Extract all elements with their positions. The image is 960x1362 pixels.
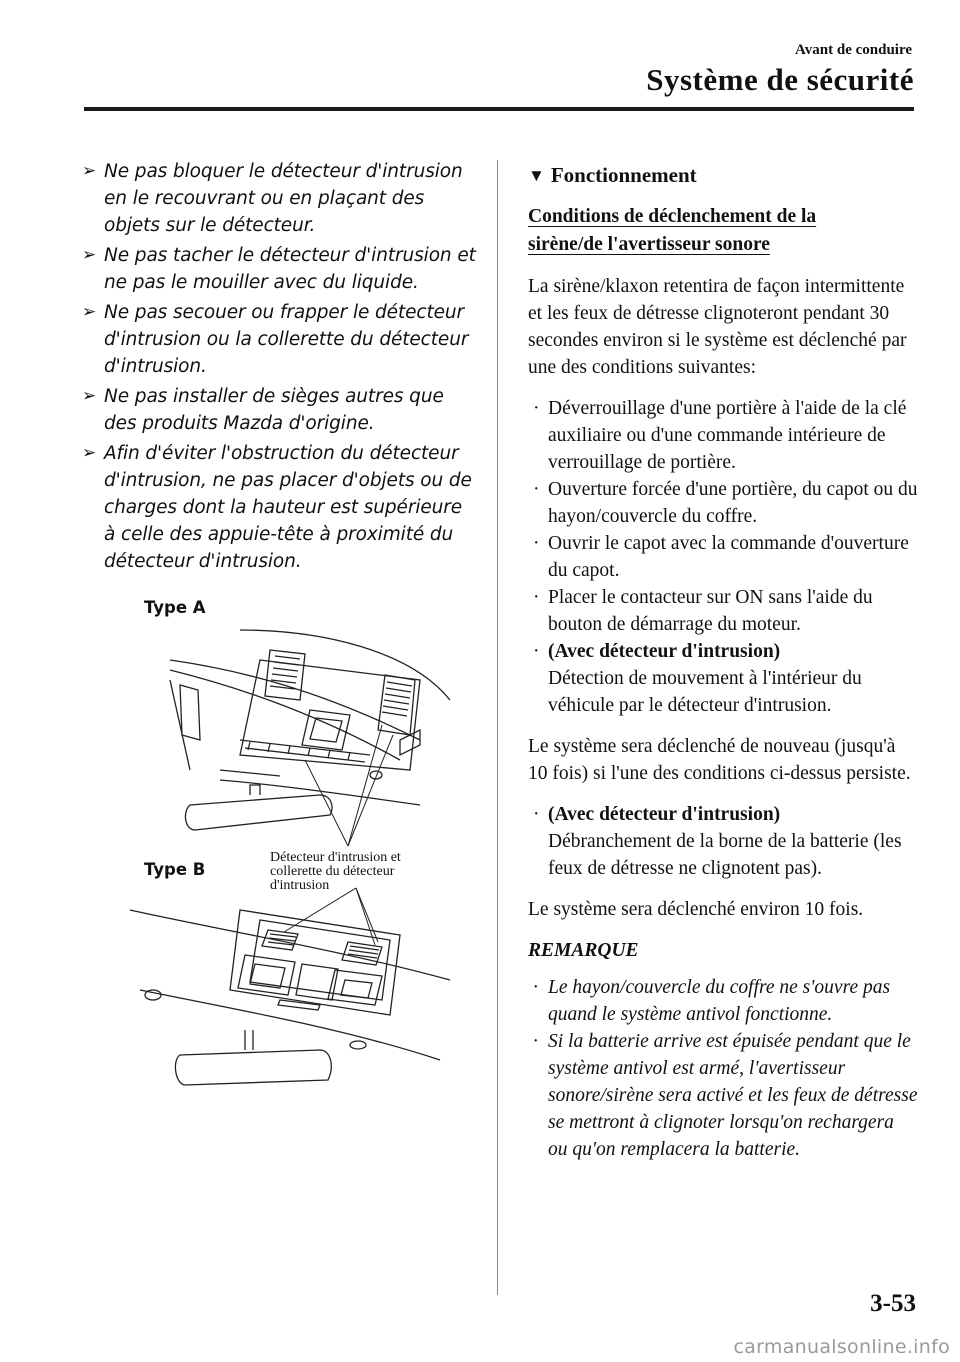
list-item: · (Avec détecteur d'intrusion) Détection de mouvement à l'intérieur du véhicule par le détecteur d'intrusion.: [528, 638, 918, 719]
bullet-dot-icon: ·: [533, 398, 540, 419]
bullet-dot-icon: ·: [533, 1031, 538, 1052]
bullet-dot-icon: ·: [533, 804, 540, 825]
list-item: · Déverrouillage d'une portière à l'aide de la clé auxiliaire ou d'une commande intérieure de verrouillage de portière.: [528, 395, 918, 476]
arrow-marker-icon: ➢: [82, 386, 97, 406]
page-title: Système de sécurité: [646, 62, 914, 97]
caution-item: ➢ Ne pas secouer ou frapper le détecteur d'intrusion ou la collerette du détecteur d'intrusion.: [82, 299, 477, 380]
column-divider: [497, 160, 498, 1295]
callout-leader-lines: [284, 725, 393, 945]
operation-section: [528, 160, 918, 1163]
arrow-marker-icon: ➢: [82, 245, 97, 265]
remark-list: [528, 974, 918, 1163]
arrow-marker-icon: ➢: [82, 443, 97, 463]
type-b-console-drawing: [130, 910, 450, 1085]
intro-paragraph: La sirène/klaxon retentira de façon intermittente et les feux de détresse clignoteront pendant 30 secondes environ si le système est déclenché par une des conditions suivantes:: [528, 276, 907, 378]
caution-item: ➢ Afin d'éviter l'obstruction du détecteur d'intrusion, ne pas placer d'objets ou de charges dont la hauteur est supérieure à celle des appuie-tête à proximité du détecteur d'intrusion.: [82, 440, 477, 575]
repeat-paragraph: Le système sera déclenché de nouveau (jusqu'à 10 fois) si l'une des conditions ci-dessus persiste.: [528, 736, 911, 784]
ten-times-paragraph: Le système sera déclenché environ 10 fois.: [528, 899, 864, 920]
caution-item: ➢ Ne pas bloquer le détecteur d'intrusion en le recouvrant ou en plaçant des objets sur le détecteur.: [82, 158, 477, 239]
bullet-dot-icon: ·: [533, 533, 540, 554]
page-number: 3-53: [870, 1290, 916, 1317]
list-item: · Si la batterie arrive est épuisée pendant que le système antivol est armé, l'avertisseur sonore/sirène sera activé et les feux de détresse se mettront à clignoter lorsqu'on rechargera ou qu'on remplacera la batterie.: [528, 1028, 918, 1163]
sensor-callout: Détecteur d'intrusion et collerette du détecteur d'intrusion: [270, 850, 401, 893]
bullet-dot-icon: ·: [533, 587, 540, 608]
watermark: carmanualsonline.info: [733, 1336, 950, 1358]
type-b-label: Type B: [144, 860, 206, 879]
battery-condition-list: [528, 801, 918, 882]
caution-item: ➢ Ne pas installer de sièges autres que des produits Mazda d'origine.: [82, 383, 477, 437]
type-a-console-drawing: [170, 630, 450, 830]
list-item: · (Avec détecteur d'intrusion) Débranchement de la borne de la batterie (les feux de détresse ne clignotent pas).: [528, 801, 918, 882]
caution-list: [82, 158, 477, 578]
arrow-marker-icon: ➢: [82, 161, 97, 181]
list-item: · Le hayon/couvercle du coffre ne s'ouvre pas quand le système antivol fonctionne.: [528, 974, 918, 1028]
subsection-heading: Conditions de déclenchement de la sirène/de l'avertisseur sonore: [528, 206, 817, 255]
bullet-dot-icon: ·: [533, 641, 540, 662]
section-heading: ▼ Fonctionnement: [528, 163, 697, 187]
list-item: · Ouverture forcée d'une portière, du capot ou du hayon/couvercle du coffre.: [528, 476, 918, 530]
remark-heading: REMARQUE: [528, 940, 639, 961]
list-item: · Ouvrir le capot avec la commande d'ouverture du capot.: [528, 530, 918, 584]
caution-item: ➢ Ne pas tacher le détecteur d'intrusion et ne pas le mouiller avec du liquide.: [82, 242, 477, 296]
type-a-label: Type A: [144, 598, 206, 617]
triangle-down-icon: ▼: [528, 166, 545, 185]
bullet-dot-icon: ·: [533, 479, 540, 500]
intrusion-sensor-figure: [120, 590, 460, 1100]
list-item: · Placer le contacteur sur ON sans l'aide du bouton de démarrage du moteur.: [528, 584, 918, 638]
trigger-conditions-list: [528, 395, 918, 719]
bullet-dot-icon: ·: [533, 977, 538, 998]
header-rule: [84, 107, 914, 111]
overhead-console-illustration: [120, 590, 460, 1100]
chapter-label: Avant de conduire: [795, 42, 912, 58]
arrow-marker-icon: ➢: [82, 302, 97, 322]
